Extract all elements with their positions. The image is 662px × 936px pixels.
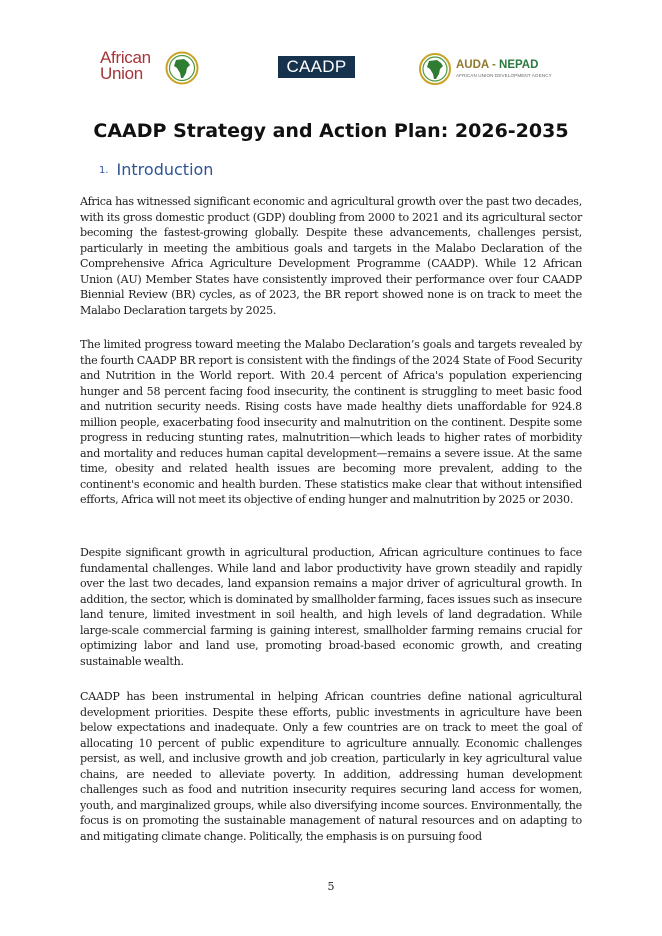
- auda-nepad-emblem-icon: [418, 52, 452, 86]
- african-union-logo: [100, 50, 200, 86]
- paragraph-2: The limited progress toward meeting the Malabo Declaration’s goals and targets revealed by the fourth CAADP BR report is consistent with the findings of the 2024 State of Food Security and Nutrition in the World report. With 20.4 percent of Africa's population experiencing hunger and 58 percent facing food insecurity, the continent is struggling to meet basic food and nutrition security needs. Rising costs have made healthy diets unaffordable for 924.8 million people, exacerbating food insecurity and malnutrition on the continent. Despite some progress in reducing stunting rates, malnutrition—which leads to higher rates of morbidity and mortality and reduces human capital development—remains a severe issue. At the same time, obesity and related health issues are becoming more prevalent, adding to the continent's economic and health burden. These statistics make clear that without intensified efforts, Africa will not meet its objective of ending hunger and malnutrition by 2025 or 2030.: [80, 338, 582, 506]
- section-heading: [99, 160, 213, 179]
- section-number: 1.: [99, 165, 109, 176]
- auda-nepad-logo: [418, 52, 563, 86]
- page-number: 5: [327, 880, 335, 893]
- document-title: CAADP Strategy and Action Plan: 2026-2035: [93, 120, 569, 142]
- paragraph-1: Africa has witnessed significant economic and agricultural growth over the past two decades, with its gross domestic product (GDP) doubling from 2000 to 2021 and its agricultural sector becoming the fastest-growing globally. Despite these advancements, challenges persist, particularly in meeting the ambitious goals and targets in the Malabo Declaration of the Comprehensive Africa Agriculture Development Programme (CAADP). While 12 African Union (AU) Member States have consistently improved their performance over four CAADP Biennial Review (BR) cycles, as of 2023, the BR report showed none is on track to meet the Malabo Declaration targets by 2025.: [80, 195, 582, 317]
- paragraph-4: CAADP has been instrumental in helping African countries define national agricultural development priorities. Despite these efforts, public investments in agriculture have been below expectations and inadequate. Only a few countries are on track to meet the goal of allocating 10 percent of public expenditure to agriculture annually. Economic challenges persist, as well, and inclusive growth and job creation, particularly in key agricultural value chains, are needed to alleviate poverty. In addition, addressing human development challenges such as food and nutrition insecurity requires securing land access for women, youth, and marginalized groups, while also diversifying income sources. Environmentally, the focus is on promoting the sustainable management of natural resources and on adapting to and mitigating climate change. Politically, the emphasis is on pursuing food: [80, 690, 582, 843]
- paragraph-3: Despite significant growth in agricultural production, African agriculture continues to face fundamental challenges. While land and labor productivity have grown steadily and rapidly over the last two decades, land expansion remains a major driver of agricultural growth. In addition, the sector, which is dominated by smallholder farming, faces issues such as insecure land tenure, limited investment in soil health, and high levels of land degradation. While large-scale commercial farming is gaining interest, smallholder farming remains crucial for optimizing labor and land use, promoting broad-based economic growth, and creating sustainable wealth.: [80, 546, 582, 668]
- african-union-wordmark: African Union: [100, 48, 151, 83]
- section-title: Introduction: [116, 160, 214, 179]
- african-union-emblem-icon: [164, 51, 200, 85]
- caadp-logo: CAADP: [278, 56, 355, 78]
- auda-nepad-subtitle: AFRICAN UNION DEVELOPMENT AGENCY: [456, 73, 552, 78]
- auda-nepad-wordmark: AUDA - NEPAD: [456, 59, 539, 71]
- header-logos: [0, 48, 662, 88]
